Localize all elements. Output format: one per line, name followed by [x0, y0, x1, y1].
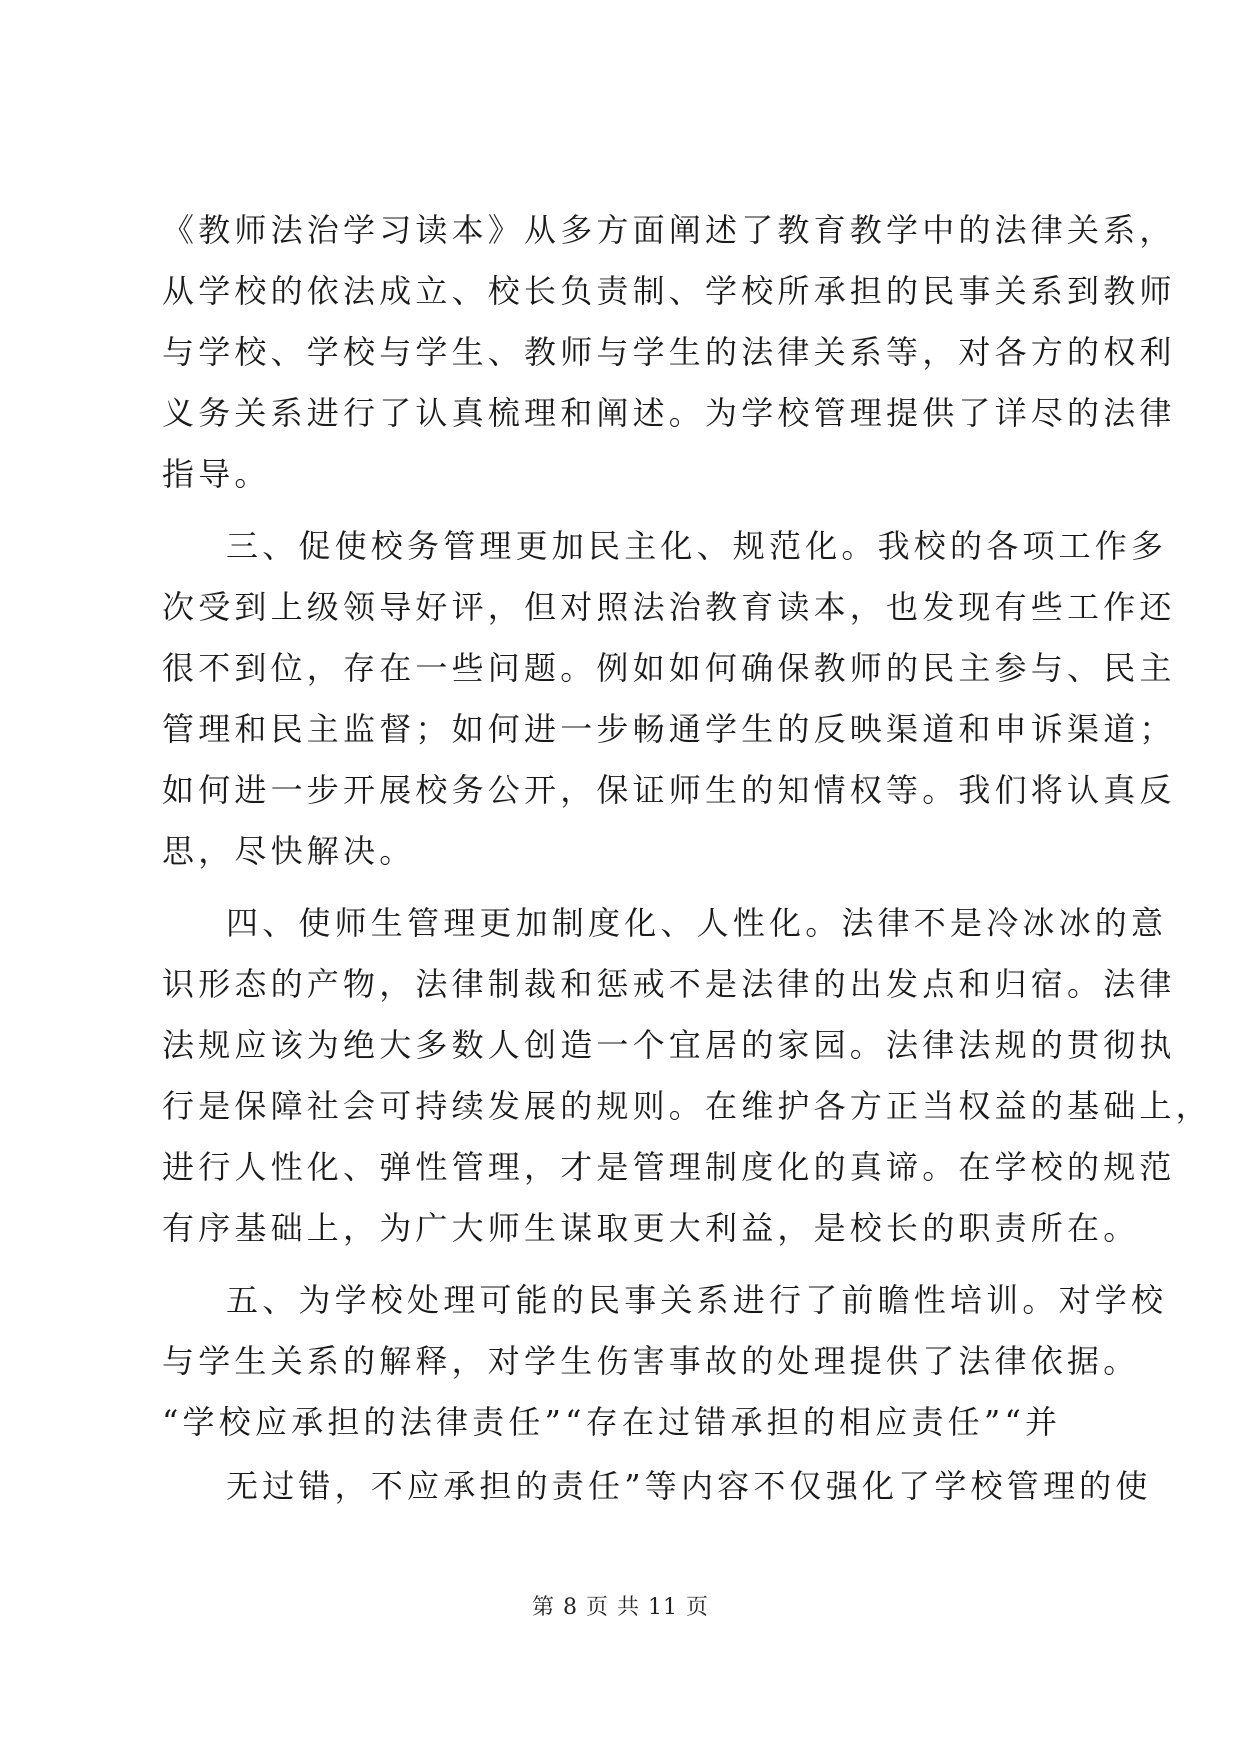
text-line: 无过错，不应承担的责任”等内容不仅强化了学校管理的使 — [226, 1467, 1152, 1505]
page-number-footer: 第 8 页 共 11 页 — [532, 1595, 709, 1620]
text-line: 如何进一步开展校务公开，保证师生的知情权等。我们将认真反 — [162, 771, 1176, 809]
text-line: 《教师法治学习读本》从多方面阐述了教育教学中的法律关系， — [162, 211, 1176, 249]
text-line: 识形态的产物，法律制裁和惩戒不是法律的出发点和归宿。法律 — [162, 965, 1176, 1003]
paragraph-three-first-line: 三、促使校务管理更加民主化、规范化。我校的各项工作多 — [226, 527, 1168, 565]
text-line: 义务关系进行了认真梳理和阐述。为学校管理提供了详尽的法律 — [162, 394, 1176, 432]
text-line: 思，尽快解决。 — [162, 832, 416, 870]
paragraph-five-first-line: 五、为学校处理可能的民事关系进行了前瞻性培训。对学校 — [226, 1281, 1168, 1319]
text-line: 管理和民主监督；如何进一步畅通学生的反映渠道和申诉渠道； — [162, 710, 1176, 748]
text-line: “学校应承担的法律责任”“存在过错承担的相应责任”“并 — [162, 1403, 1062, 1441]
text-line: 有序基础上，为广大师生谋取更大利益，是校长的职责所在。 — [162, 1209, 1140, 1247]
text-line: 从学校的依法成立、校长负责制、学校所承担的民事关系到教师 — [162, 272, 1176, 310]
text-line: 与学校、学校与学生、教师与学生的法律关系等，对各方的权利 — [162, 333, 1176, 371]
text-line: 很不到位，存在一些问题。例如如何确保教师的民主参与、民主 — [162, 649, 1176, 687]
text-line: 与学生关系的解释，对学生伤害事故的处理提供了法律依据。 — [162, 1342, 1140, 1380]
text-line: 次受到上级领导好评，但对照法治教育读本，也发现有些工作还 — [162, 588, 1176, 626]
text-line: 指导。 — [162, 455, 271, 493]
text-line: 法规应该为绝大多数人创造一个宜居的家园。法律法规的贯彻执 — [162, 1026, 1176, 1064]
paragraph-four-first-line: 四、使师生管理更加制度化、人性化。法律不是冷冰冰的意 — [226, 904, 1168, 942]
text-line: 进行人性化、弹性管理，才是管理制度化的真谛。在学校的规范 — [162, 1148, 1176, 1186]
text-line: 行是保障社会可持续发展的规则。在维护各方正当权益的基础上， — [162, 1087, 1212, 1125]
